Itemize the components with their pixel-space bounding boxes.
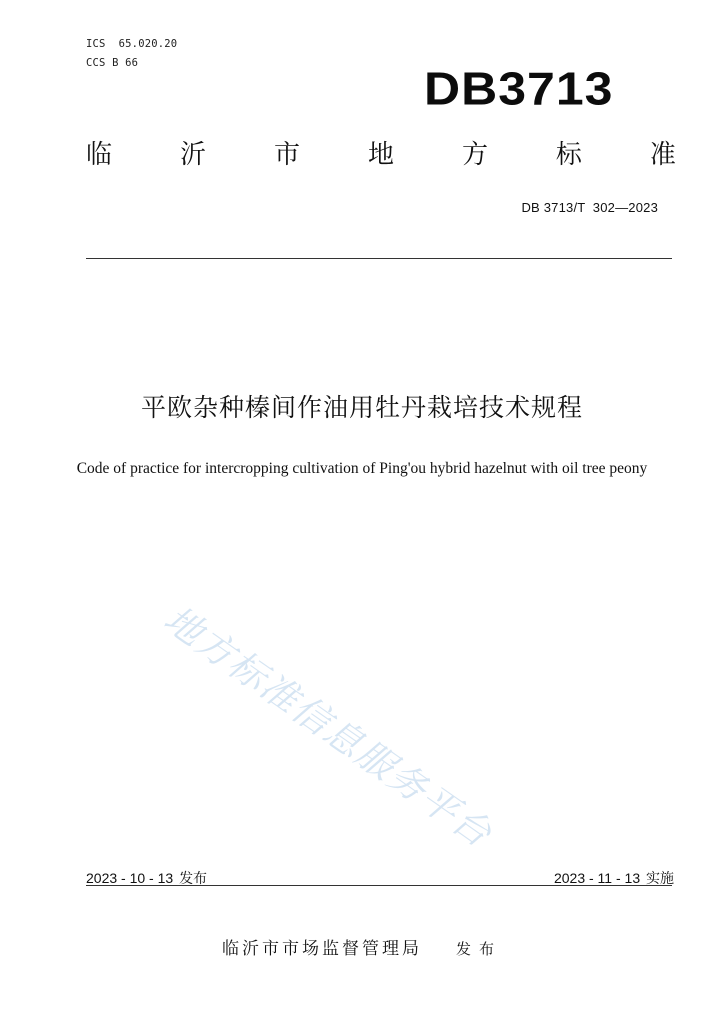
ics-code: 65.020.20 [118, 38, 178, 50]
watermark: 地方标准信息服务平台 [156, 597, 501, 857]
standard-type-char: 临 [86, 140, 113, 170]
standard-type-char: 标 [555, 140, 582, 170]
issuer-action: 发布 [455, 940, 502, 958]
implementation-label: 实施 [646, 871, 674, 887]
issue-date: 2023 - 10 - 13 [86, 870, 174, 886]
db-logo: DB3713 [424, 63, 614, 115]
ccs-code: B 66 [112, 57, 139, 69]
ics-label: ICS [86, 38, 106, 50]
ccs-classification [86, 57, 138, 69]
standard-type-char: 市 [273, 140, 300, 170]
standard-type-char: 地 [367, 140, 394, 170]
issuing-authority [0, 934, 724, 959]
standard-type-char: 沂 [179, 140, 206, 170]
top-divider [86, 258, 672, 259]
issuer-name: 临沂市市场监督管理局 [221, 939, 422, 959]
english-title: Code of practice for intercropping cultivation of Ping'ou hybrid hazelnut with oil tree peony [76, 460, 648, 477]
ccs-label: CCS [86, 57, 106, 69]
standard-type-char: 准 [649, 140, 676, 170]
implementation-date: 2023 - 11 - 13 [553, 870, 641, 886]
standard-type-heading [86, 142, 676, 168]
ics-classification [86, 38, 177, 50]
standard-number: DB 3713/T 302—2023 [521, 200, 658, 215]
chinese-title: 平欧杂种榛间作油用牡丹栽培技术规程 [140, 393, 583, 422]
bottom-divider [86, 885, 672, 886]
standard-type-char: 方 [461, 140, 488, 170]
issue-label: 发布 [179, 871, 208, 887]
